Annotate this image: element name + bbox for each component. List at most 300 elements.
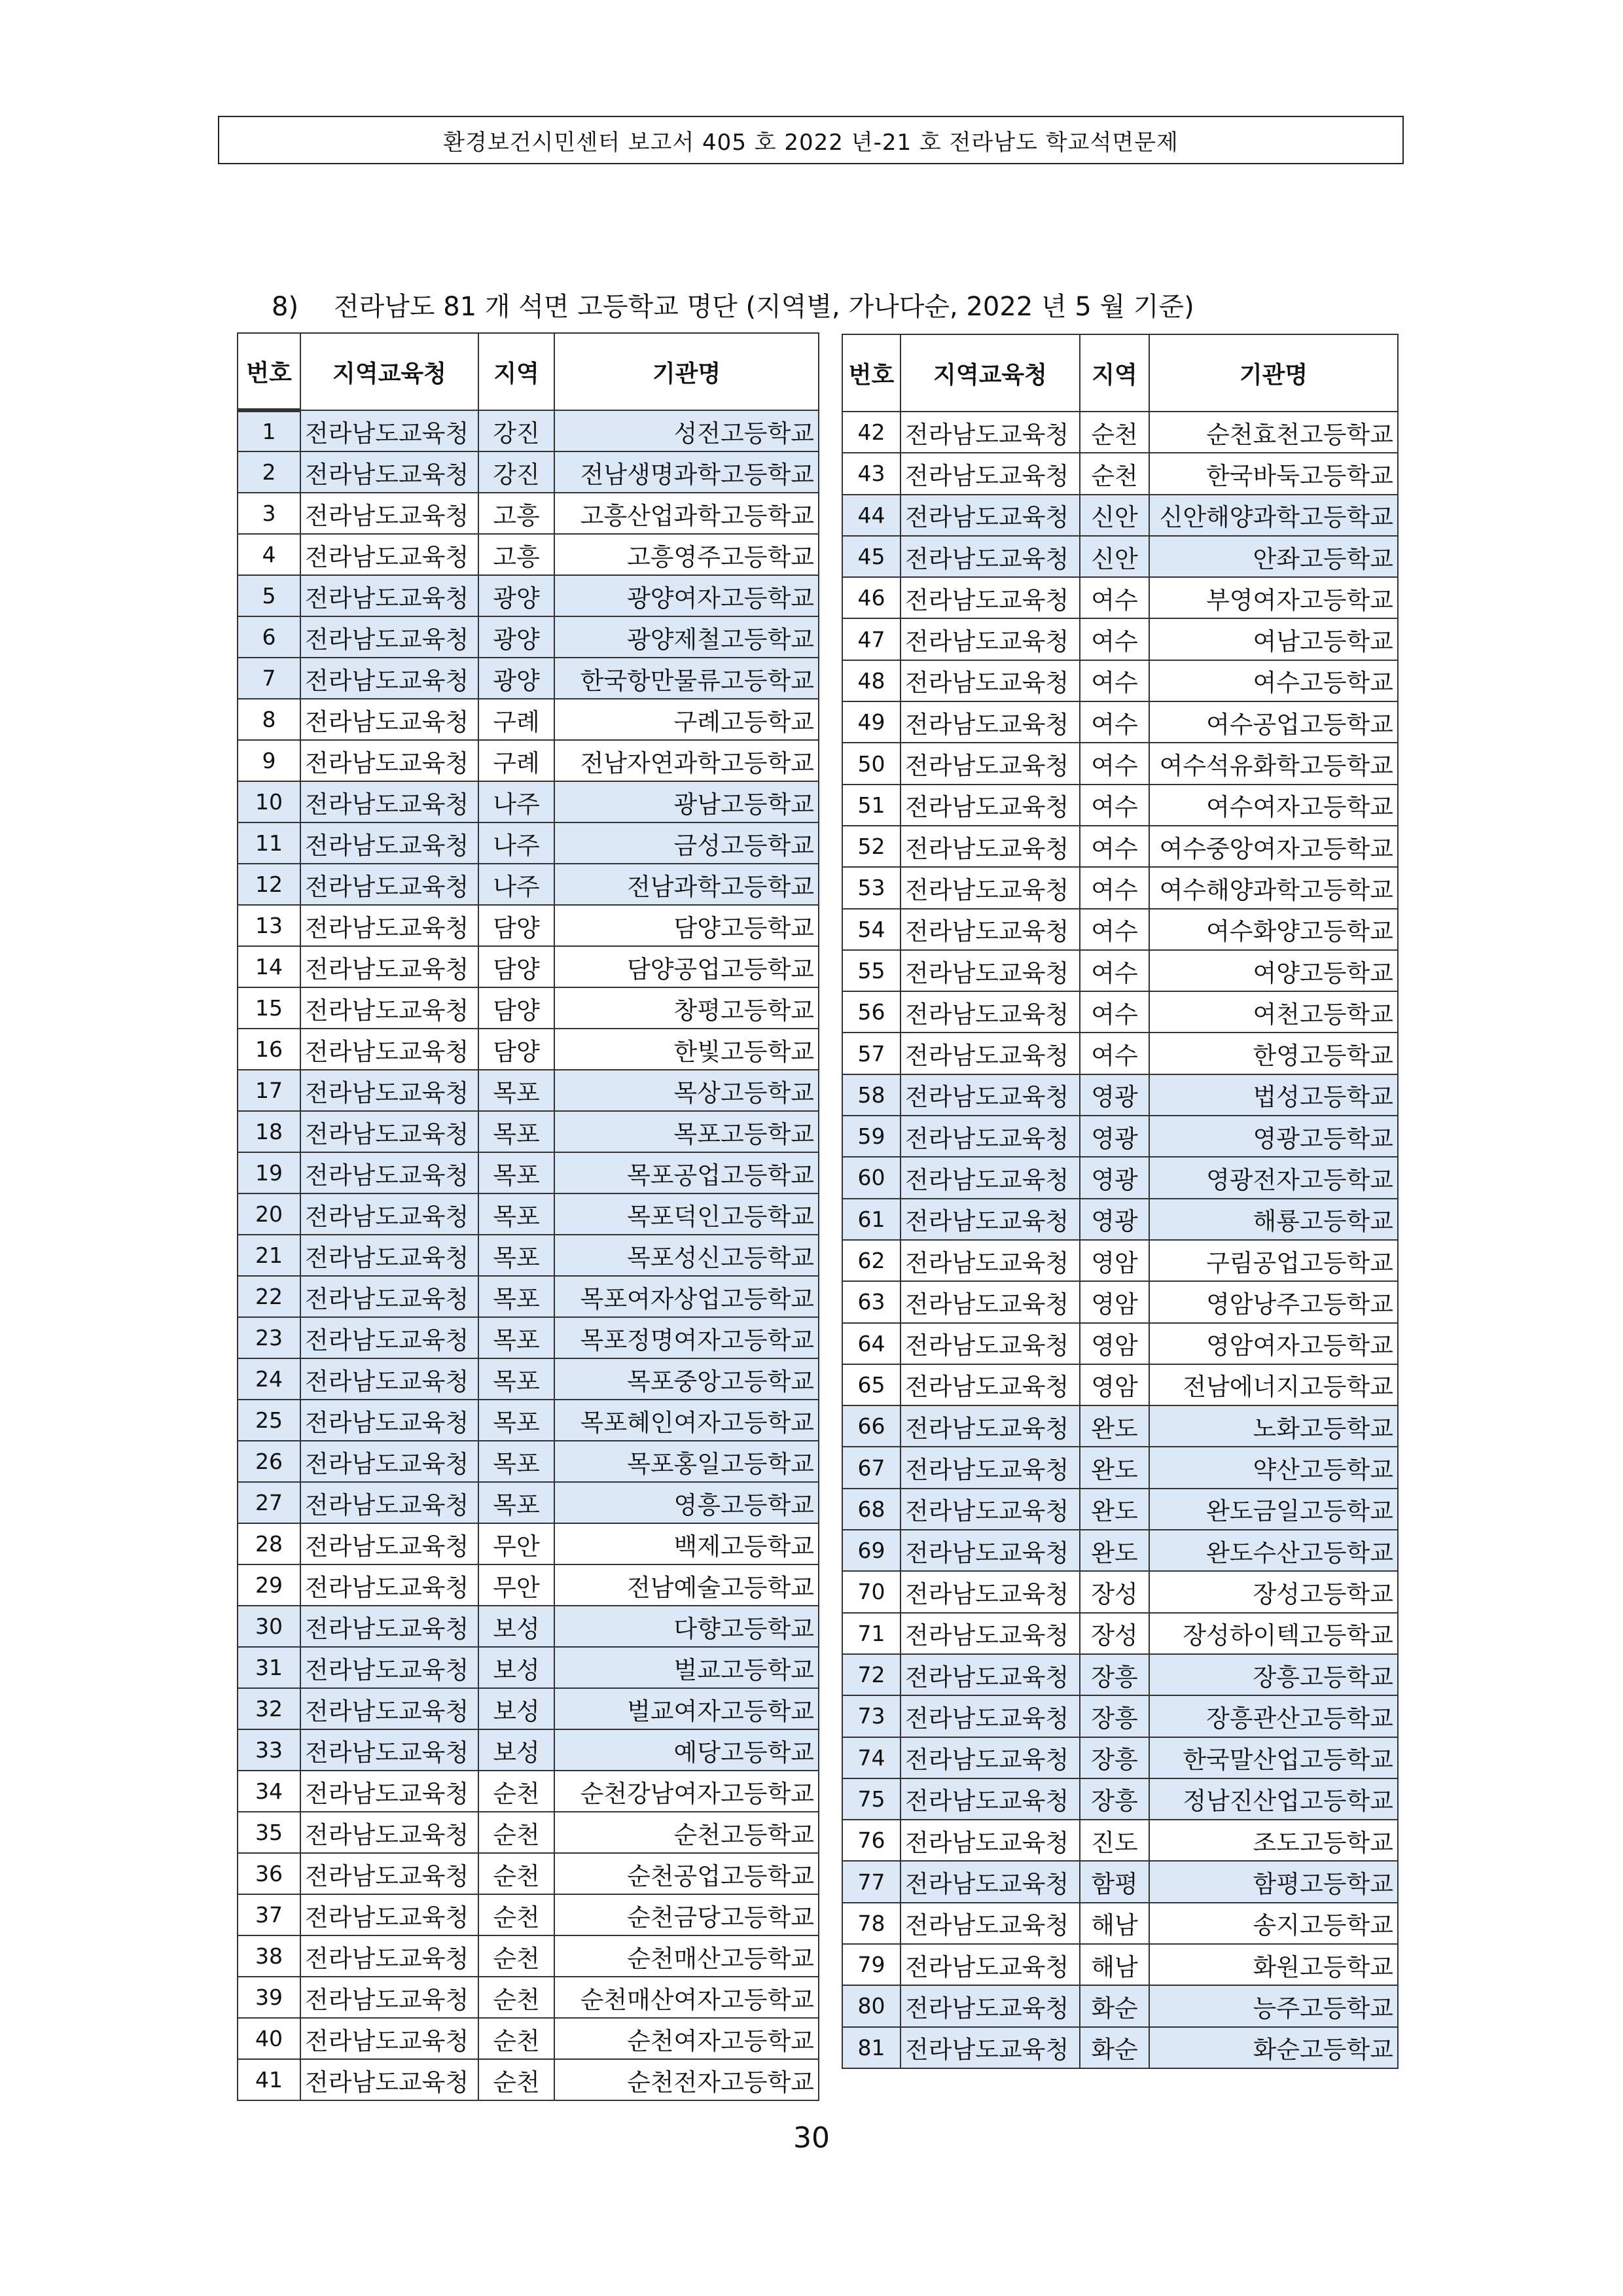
report-header (218, 116, 1404, 164)
region: 순천 (1080, 412, 1149, 453)
school-number: 6 (238, 616, 300, 658)
school-number: 70 (842, 1571, 901, 1612)
education-office: 전라남도교육청 (901, 1820, 1080, 1861)
region: 무안 (478, 1564, 554, 1606)
school-name: 목포여자상업고등학교 (554, 1276, 819, 1317)
region: 담양 (478, 905, 554, 946)
education-office: 전라남도교육청 (300, 1688, 478, 1729)
school-number: 79 (842, 1944, 901, 1985)
school-name: 고흥산업과학고등학교 (554, 493, 819, 534)
school-name: 여수공업고등학교 (1149, 701, 1398, 743)
table-row (238, 1358, 819, 1400)
school-name: 장성고등학교 (1149, 1571, 1398, 1612)
school-name: 해룡고등학교 (1149, 1199, 1398, 1240)
table-row (238, 534, 819, 575)
school-name: 약산고등학교 (1149, 1447, 1398, 1488)
school-name: 여남고등학교 (1149, 618, 1398, 660)
table-row (842, 1861, 1398, 1902)
region: 보성 (478, 1729, 554, 1771)
school-number: 56 (842, 991, 901, 1033)
table-row (238, 1564, 819, 1606)
school-name: 신안해양과학고등학교 (1149, 495, 1398, 536)
school-name: 여수해양과학고등학교 (1149, 867, 1398, 908)
region: 장성 (1080, 1571, 1149, 1612)
school-number: 17 (238, 1070, 300, 1111)
region: 순천 (478, 1977, 554, 2018)
school-number: 46 (842, 577, 901, 618)
table-row (842, 1281, 1398, 1322)
table-row (238, 2018, 819, 2059)
school-name: 한빛고등학교 (554, 1029, 819, 1070)
table-row (238, 1853, 819, 1894)
school-name: 한국말산업고등학교 (1149, 1737, 1398, 1778)
table-row (842, 1199, 1398, 1240)
table-row (842, 701, 1398, 743)
education-office: 전라남도교육청 (300, 1482, 478, 1523)
education-office: 전라남도교육청 (901, 1240, 1080, 1281)
table-row (842, 1116, 1398, 1157)
region: 구례 (478, 699, 554, 740)
school-number: 34 (238, 1771, 300, 1812)
school-number: 80 (842, 1985, 901, 2026)
table-row (842, 618, 1398, 660)
table-row (238, 658, 819, 699)
school-number: 26 (238, 1441, 300, 1482)
school-name: 여수여자고등학교 (1149, 785, 1398, 826)
header-region: 지역 (478, 333, 554, 410)
school-name: 정남진산업고등학교 (1149, 1778, 1398, 1820)
table-row (238, 781, 819, 822)
table-row (842, 1530, 1398, 1571)
school-name: 부영여자고등학교 (1149, 577, 1398, 618)
region: 광양 (478, 658, 554, 699)
table-row (238, 1441, 819, 1482)
school-name: 영암여자고등학교 (1149, 1323, 1398, 1364)
region: 여수 (1080, 577, 1149, 618)
education-office: 전라남도교육청 (901, 826, 1080, 867)
school-name: 전남예술고등학교 (554, 1564, 819, 1606)
school-number: 59 (842, 1116, 901, 1157)
school-number: 53 (842, 867, 901, 908)
school-name: 목포중앙고등학교 (554, 1358, 819, 1400)
region: 순천 (478, 1812, 554, 1853)
region: 담양 (478, 946, 554, 987)
region: 보성 (478, 1688, 554, 1729)
school-name: 순천강남여자고등학교 (554, 1771, 819, 1812)
school-name: 완도수산고등학교 (1149, 1530, 1398, 1571)
region: 화순 (1080, 1985, 1149, 2026)
region: 함평 (1080, 1861, 1149, 1902)
school-number: 65 (842, 1364, 901, 1405)
table-row (842, 660, 1398, 701)
school-number: 11 (238, 822, 300, 864)
school-number: 31 (238, 1647, 300, 1688)
table-row (842, 1695, 1398, 1737)
school-number: 64 (842, 1323, 901, 1364)
header-no: 번호 (842, 334, 901, 412)
region: 완도 (1080, 1530, 1149, 1571)
table-row (238, 2059, 819, 2100)
table-row (842, 867, 1398, 908)
table-row (842, 1737, 1398, 1778)
school-name: 송지고등학교 (1149, 1903, 1398, 1944)
region: 순천 (478, 1771, 554, 1812)
region: 광양 (478, 616, 554, 658)
education-office: 전라남도교육청 (300, 1235, 478, 1276)
school-number: 23 (238, 1317, 300, 1358)
education-office: 전라남도교육청 (901, 1695, 1080, 1737)
school-number: 3 (238, 493, 300, 534)
table-row (842, 1240, 1398, 1281)
education-office: 전라남도교육청 (300, 2059, 478, 2100)
school-name: 목포정명여자고등학교 (554, 1317, 819, 1358)
table-row (238, 1152, 819, 1193)
region: 신안 (1080, 495, 1149, 536)
education-office: 전라남도교육청 (300, 1111, 478, 1152)
table-row (842, 743, 1398, 784)
region: 목포 (478, 1193, 554, 1235)
region: 영광 (1080, 1116, 1149, 1157)
table-row (842, 1157, 1398, 1198)
education-office: 전라남도교육청 (901, 1903, 1080, 1944)
education-office: 전라남도교육청 (300, 2018, 478, 2059)
school-number: 1 (238, 410, 300, 451)
education-office: 전라남도교육청 (300, 1358, 478, 1400)
school-name: 순천여자고등학교 (554, 2018, 819, 2059)
education-office: 전라남도교육청 (300, 410, 478, 451)
school-number: 7 (238, 658, 300, 699)
region: 강진 (478, 451, 554, 493)
region: 무안 (478, 1523, 554, 1564)
table-row (842, 1323, 1398, 1364)
table-row (238, 1482, 819, 1523)
table-row (238, 1111, 819, 1152)
education-office: 전라남도교육청 (901, 1944, 1080, 1985)
region: 장흥 (1080, 1695, 1149, 1737)
region: 완도 (1080, 1489, 1149, 1530)
region: 여수 (1080, 909, 1149, 950)
region: 보성 (478, 1606, 554, 1647)
school-name: 장흥관산고등학교 (1149, 1695, 1398, 1737)
school-name: 완도금일고등학교 (1149, 1489, 1398, 1530)
school-table-right (842, 334, 1399, 2069)
table-row (842, 1944, 1398, 1985)
region: 보성 (478, 1647, 554, 1688)
header-name: 기관명 (554, 333, 819, 410)
education-office: 전라남도교육청 (901, 785, 1080, 826)
table-row (238, 410, 819, 451)
school-name: 여수석유화학고등학교 (1149, 743, 1398, 784)
region: 나주 (478, 822, 554, 864)
education-office: 전라남도교육청 (300, 493, 478, 534)
school-number: 67 (842, 1447, 901, 1488)
school-number: 16 (238, 1029, 300, 1070)
table-row (238, 493, 819, 534)
table-row (842, 785, 1398, 826)
table-row (238, 1235, 819, 1276)
education-office: 전라남도교육청 (300, 1729, 478, 1771)
education-office: 전라남도교육청 (901, 1323, 1080, 1364)
education-office: 전라남도교육청 (901, 1405, 1080, 1447)
header-name: 기관명 (1149, 334, 1398, 412)
school-number: 68 (842, 1489, 901, 1530)
table-row (842, 991, 1398, 1033)
school-name: 순천전자고등학교 (554, 2059, 819, 2100)
education-office: 전라남도교육청 (300, 1935, 478, 1977)
school-number: 35 (238, 1812, 300, 1853)
school-number: 51 (842, 785, 901, 826)
school-number: 42 (842, 412, 901, 453)
school-number: 39 (238, 1977, 300, 2018)
region: 여수 (1080, 867, 1149, 908)
education-office: 전라남도교육청 (300, 1276, 478, 1317)
region: 목포 (478, 1152, 554, 1193)
table-row (238, 1276, 819, 1317)
school-name: 목포성신고등학교 (554, 1235, 819, 1276)
region: 영광 (1080, 1157, 1149, 1198)
education-office: 전라남도교육청 (300, 740, 478, 781)
education-office: 전라남도교육청 (300, 1152, 478, 1193)
school-name: 목상고등학교 (554, 1070, 819, 1111)
region: 순천 (1080, 453, 1149, 494)
education-office: 전라남도교육청 (901, 1571, 1080, 1612)
school-number: 27 (238, 1482, 300, 1523)
table-row (238, 864, 819, 905)
region: 진도 (1080, 1820, 1149, 1861)
school-number: 66 (842, 1405, 901, 1447)
school-number: 8 (238, 699, 300, 740)
region: 목포 (478, 1111, 554, 1152)
region: 순천 (478, 2059, 554, 2100)
school-name: 다향고등학교 (554, 1606, 819, 1647)
school-number: 48 (842, 660, 901, 701)
school-name: 화순고등학교 (1149, 2027, 1398, 2068)
education-office: 전라남도교육청 (901, 660, 1080, 701)
table-row (842, 950, 1398, 991)
school-number: 22 (238, 1276, 300, 1317)
school-number: 81 (842, 2027, 901, 2068)
school-name: 순천고등학교 (554, 1812, 819, 1853)
school-number: 78 (842, 1903, 901, 1944)
school-name: 광양제철고등학교 (554, 616, 819, 658)
table-row (238, 1771, 819, 1812)
school-name: 여양고등학교 (1149, 950, 1398, 991)
school-number: 36 (238, 1853, 300, 1894)
education-office: 전라남도교육청 (300, 658, 478, 699)
education-office: 전라남도교육청 (300, 1812, 478, 1853)
school-number: 28 (238, 1523, 300, 1564)
school-name: 장성하이텍고등학교 (1149, 1613, 1398, 1654)
header-region: 지역 (1080, 334, 1149, 412)
table-row (842, 1489, 1398, 1530)
school-number: 25 (238, 1400, 300, 1441)
school-name: 한영고등학교 (1149, 1033, 1398, 1074)
school-name: 백제고등학교 (554, 1523, 819, 1564)
school-name: 함평고등학교 (1149, 1861, 1398, 1902)
school-number: 50 (842, 743, 901, 784)
report-header-text: 환경보건시민센터 보고서 405 호 2022 년-21 호 전라남도 학교석면문제 (443, 129, 1179, 156)
education-office: 전라남도교육청 (901, 1116, 1080, 1157)
school-number: 71 (842, 1613, 901, 1654)
education-office: 전라남도교육청 (901, 1447, 1080, 1488)
region: 순천 (478, 2018, 554, 2059)
page-number: 30 (793, 2121, 830, 2155)
region: 순천 (478, 1894, 554, 1935)
school-number: 33 (238, 1729, 300, 1771)
region: 담양 (478, 987, 554, 1029)
education-office: 전라남도교육청 (901, 1778, 1080, 1820)
school-number: 9 (238, 740, 300, 781)
school-number: 72 (842, 1654, 901, 1695)
school-name: 한국항만물류고등학교 (554, 658, 819, 699)
region: 영암 (1080, 1364, 1149, 1405)
school-number: 38 (238, 1935, 300, 1977)
table-row (238, 1812, 819, 1853)
school-number: 40 (238, 2018, 300, 2059)
header-office: 지역교육청 (901, 334, 1080, 412)
education-office: 전라남도교육청 (901, 577, 1080, 618)
education-office: 전라남도교육청 (901, 618, 1080, 660)
school-number: 4 (238, 534, 300, 575)
table-row (842, 826, 1398, 867)
school-name: 목포혜인여자고등학교 (554, 1400, 819, 1441)
education-office: 전라남도교육청 (901, 1530, 1080, 1571)
education-office: 전라남도교육청 (300, 1441, 478, 1482)
education-office: 전라남도교육청 (300, 699, 478, 740)
education-office: 전라남도교육청 (901, 743, 1080, 784)
region: 완도 (1080, 1447, 1149, 1488)
region: 구례 (478, 740, 554, 781)
school-name: 순천효천고등학교 (1149, 412, 1398, 453)
school-number: 5 (238, 575, 300, 616)
region: 여수 (1080, 618, 1149, 660)
region: 목포 (478, 1317, 554, 1358)
table-row (842, 577, 1398, 618)
school-number: 52 (842, 826, 901, 867)
education-office: 전라남도교육청 (901, 453, 1080, 494)
school-name: 목포홍일고등학교 (554, 1441, 819, 1482)
region: 목포 (478, 1441, 554, 1482)
region: 영암 (1080, 1281, 1149, 1322)
table-row (842, 412, 1398, 453)
school-name: 영광고등학교 (1149, 1116, 1398, 1157)
table-row (238, 1400, 819, 1441)
table-row (238, 451, 819, 493)
school-number: 2 (238, 451, 300, 493)
education-office: 전라남도교육청 (901, 1033, 1080, 1074)
school-name: 광남고등학교 (554, 781, 819, 822)
region: 장흥 (1080, 1737, 1149, 1778)
school-name: 예당고등학교 (554, 1729, 819, 1771)
table-row (238, 1688, 819, 1729)
region: 여수 (1080, 701, 1149, 743)
region: 여수 (1080, 991, 1149, 1033)
school-number: 37 (238, 1894, 300, 1935)
school-number: 24 (238, 1358, 300, 1400)
region: 강진 (478, 410, 554, 451)
school-name: 고흥영주고등학교 (554, 534, 819, 575)
school-number: 45 (842, 536, 901, 577)
region: 신안 (1080, 536, 1149, 577)
school-name: 여수화양고등학교 (1149, 909, 1398, 950)
region: 영암 (1080, 1323, 1149, 1364)
education-office: 전라남도교육청 (300, 1977, 478, 2018)
school-number: 58 (842, 1074, 901, 1116)
table-header-row (238, 333, 819, 410)
school-name: 광양여자고등학교 (554, 575, 819, 616)
education-office: 전라남도교육청 (901, 1613, 1080, 1654)
table-row (238, 905, 819, 946)
region: 장흥 (1080, 1778, 1149, 1820)
region: 목포 (478, 1235, 554, 1276)
school-name: 순천매산여자고등학교 (554, 1977, 819, 2018)
education-office: 전라남도교육청 (300, 1400, 478, 1441)
education-office: 전라남도교육청 (901, 1157, 1080, 1198)
school-name: 구림공업고등학교 (1149, 1240, 1398, 1281)
region: 여수 (1080, 743, 1149, 784)
table-row (238, 699, 819, 740)
table-row (238, 987, 819, 1029)
school-name: 전남자연과학고등학교 (554, 740, 819, 781)
header-office: 지역교육청 (300, 333, 478, 410)
table-row (842, 2027, 1398, 2068)
school-name: 성전고등학교 (554, 410, 819, 451)
region: 광양 (478, 575, 554, 616)
table-row (842, 1613, 1398, 1654)
region: 여수 (1080, 1033, 1149, 1074)
education-office: 전라남도교육청 (300, 534, 478, 575)
section-title (272, 286, 1194, 323)
region: 영암 (1080, 1240, 1149, 1281)
table-row (842, 1985, 1398, 2026)
school-name: 영광전자고등학교 (1149, 1157, 1398, 1198)
school-name: 구례고등학교 (554, 699, 819, 740)
education-office: 전라남도교육청 (300, 575, 478, 616)
table-row (238, 1894, 819, 1935)
table-row (842, 1903, 1398, 1944)
table-row (842, 1033, 1398, 1074)
header-no: 번호 (238, 333, 300, 410)
region: 나주 (478, 781, 554, 822)
education-office: 전라남도교육청 (300, 1317, 478, 1358)
table-row (238, 1317, 819, 1358)
school-name: 여천고등학교 (1149, 991, 1398, 1033)
table-row (842, 1778, 1398, 1820)
region: 영광 (1080, 1074, 1149, 1116)
education-office: 전라남도교육청 (300, 946, 478, 987)
table-row (238, 1523, 819, 1564)
section-number: 8) (272, 292, 299, 322)
region: 여수 (1080, 826, 1149, 867)
school-name: 담양고등학교 (554, 905, 819, 946)
table-row (238, 575, 819, 616)
school-name: 영흥고등학교 (554, 1482, 819, 1523)
school-number: 21 (238, 1235, 300, 1276)
region: 순천 (478, 1853, 554, 1894)
school-number: 13 (238, 905, 300, 946)
school-name: 벌교여자고등학교 (554, 1688, 819, 1729)
school-number: 54 (842, 909, 901, 950)
school-name: 장흥고등학교 (1149, 1654, 1398, 1695)
school-name: 순천공업고등학교 (554, 1853, 819, 1894)
school-name: 목포덕인고등학교 (554, 1193, 819, 1235)
table-row (238, 1070, 819, 1111)
region: 순천 (478, 1935, 554, 1977)
education-office: 전라남도교육청 (901, 2027, 1080, 2068)
region: 장성 (1080, 1613, 1149, 1654)
education-office: 전라남도교육청 (901, 950, 1080, 991)
education-office: 전라남도교육청 (300, 1771, 478, 1812)
